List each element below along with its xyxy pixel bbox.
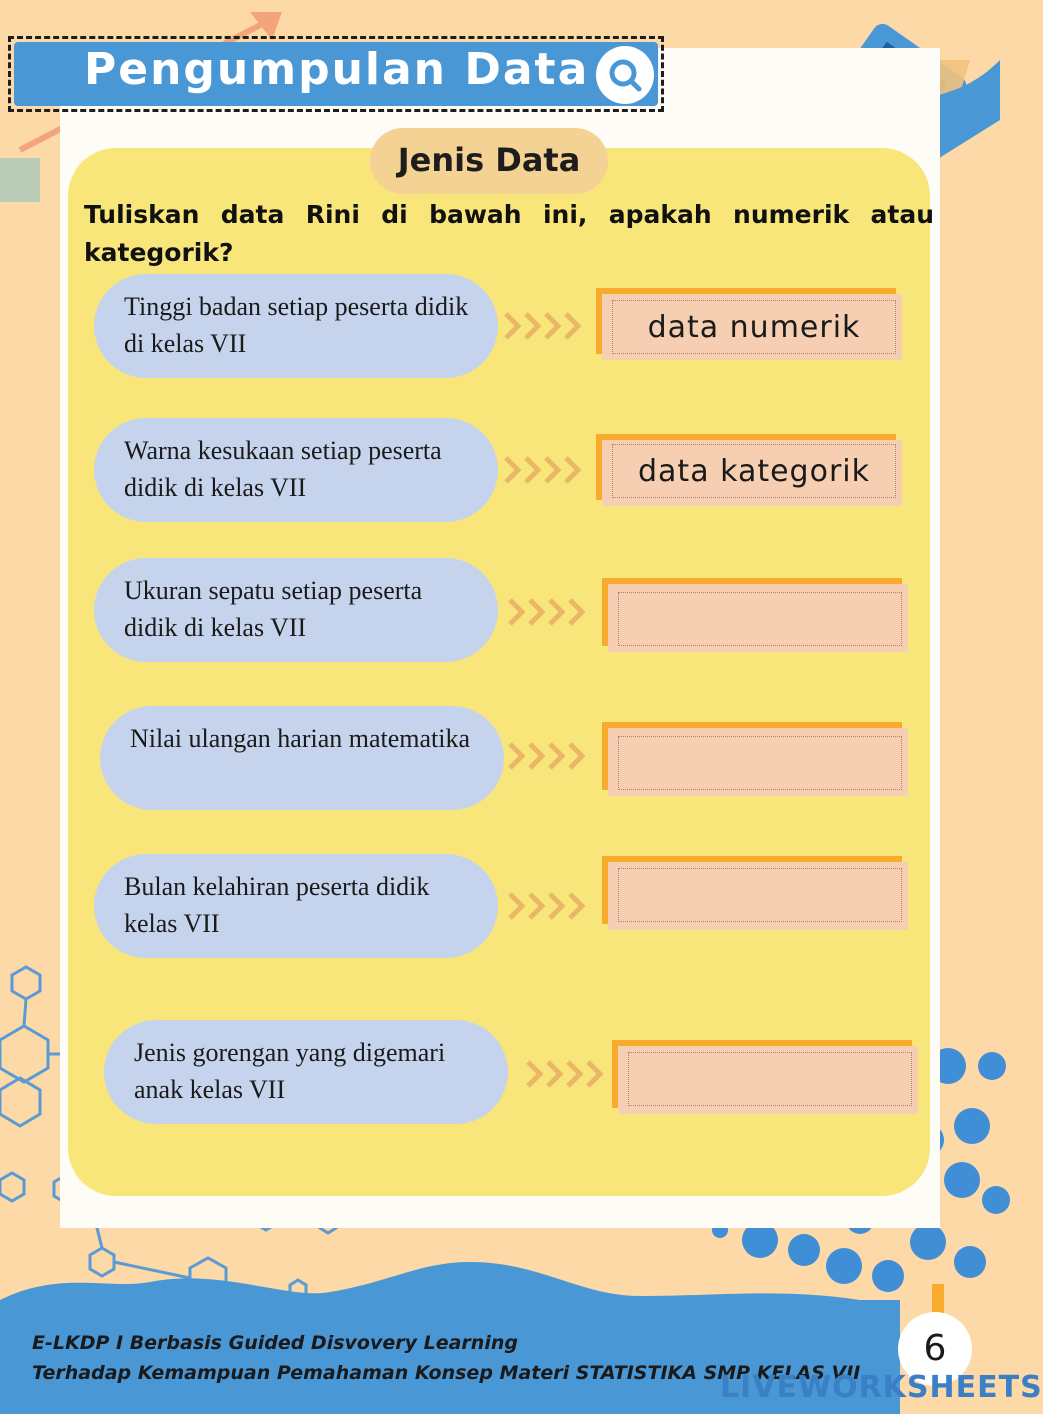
footer-title: E-LKDP I Berbasis Guided Disvovery Learning	[32, 1332, 518, 1354]
chevron-arrows-icon	[508, 740, 596, 772]
question-pill: Nilai ulangan harian matematika	[100, 706, 504, 810]
question-pill: Tinggi badan setiap peserta didik di kelas VII	[94, 274, 498, 378]
chevron-arrows-icon	[504, 310, 592, 342]
search-icon	[596, 46, 654, 104]
chevron-arrows-icon	[508, 596, 596, 628]
question-pill: Jenis gorengan yang digemari anak kelas VII	[104, 1020, 508, 1124]
answer-input[interactable]	[618, 868, 902, 922]
section-title: Jenis Data	[370, 128, 608, 194]
question-pill: Ukuran sepatu setiap peserta didik di kelas VII	[94, 558, 498, 662]
page-number: 6	[898, 1312, 972, 1386]
chevron-arrows-icon	[508, 890, 596, 922]
question-pill: Bulan kelahiran peserta didik kelas VII	[94, 854, 498, 958]
answer-input[interactable]	[618, 736, 902, 790]
answer-input[interactable]	[618, 592, 902, 646]
answer-input[interactable]: data kategorik	[612, 444, 896, 498]
answer-input[interactable]	[628, 1052, 912, 1106]
page-title: Pengumpulan Data	[84, 44, 590, 95]
chevron-arrows-icon	[526, 1058, 614, 1090]
footer-subtitle: Terhadap Kemampuan Pemahaman Konsep Materi STATISTIKA SMP KELAS VII	[32, 1362, 861, 1384]
watermark-logo: LIVEWORKSHEETS	[720, 1370, 1043, 1405]
instruction-text: Tuliskan data Rini di bawah ini, apakah numerik atau kategorik?	[84, 200, 934, 267]
question-pill: Warna kesukaan setiap peserta didik di kelas VII	[94, 418, 498, 522]
chevron-arrows-icon	[504, 454, 592, 486]
answer-input[interactable]: data numerik	[612, 300, 896, 354]
